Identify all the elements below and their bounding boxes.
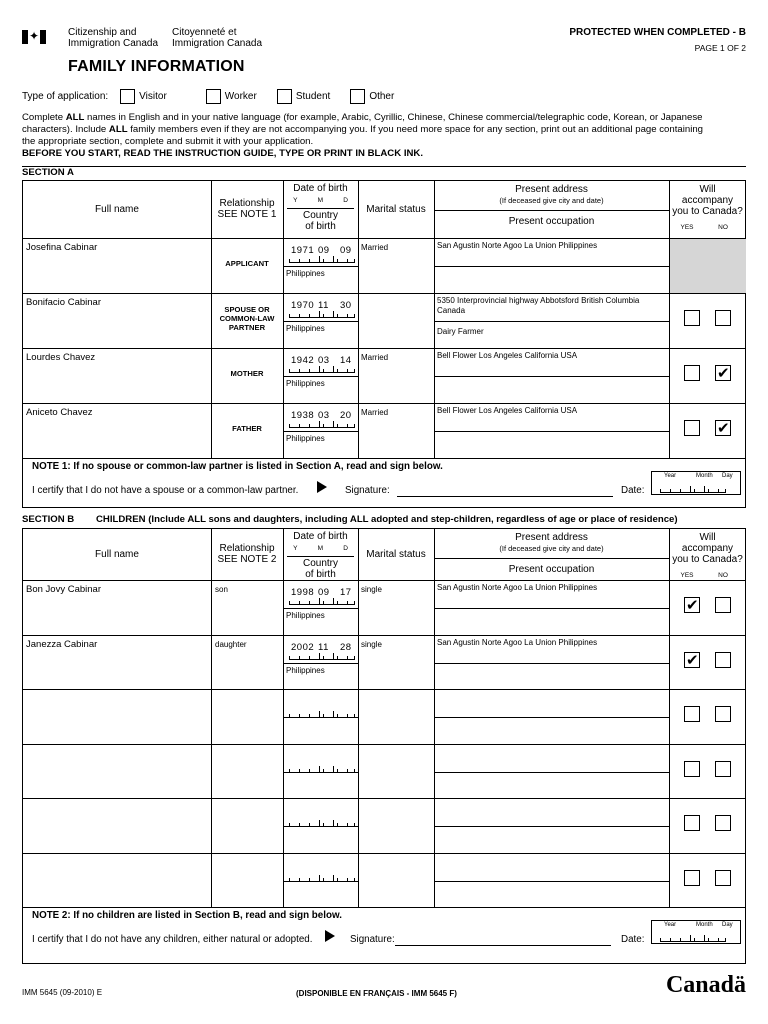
section_a-certify-text: I certify that I do not have a spouse or a common-law partner. [32,485,299,496]
column-divider [211,181,212,458]
other-label: Other [369,91,395,102]
section_a-header-country: Country [302,210,338,221]
section_a-header-full-name: Full name [95,203,139,215]
protected-label: PROTECTED WHEN COMPLETED - B [569,27,746,38]
section_b-row-yes-checkbox[interactable] [684,706,700,722]
date-baseline [660,941,726,942]
section_a-header-yes: YES [680,224,694,231]
ymd-label: Y [293,545,298,552]
addr-divider [434,608,669,609]
section_a-header-dob-divider [287,208,354,209]
section_b-header-occupation: Present occupation [508,564,595,575]
section_a-row-country[interactable]: Philippines [286,379,325,388]
worker-checkbox[interactable] [206,89,221,104]
section_b-row-name[interactable]: Janezza Cabinar [26,638,98,650]
section_b-header-to-canada: you to Canada? [672,554,743,565]
addr-divider [434,717,669,718]
section_a-row-year[interactable]: 1971 [291,245,315,256]
section_b-row-address[interactable]: San Agustin Norte Agoo La Union Philippines [437,583,598,592]
section_b-row-no-checkbox[interactable] [715,706,731,722]
section_b-row-yes-checkbox[interactable] [684,597,700,613]
section_a-row-address[interactable]: San Agustin Norte Agoo La Union Philippines [437,241,598,250]
section_a-row-no-checkbox[interactable] [715,420,731,436]
section_b-row-month[interactable]: 11 [318,641,329,653]
section_b-row-relationship[interactable]: son [215,585,228,594]
section_b-header-yes: YES [680,572,694,579]
section_a-signature-label: Signature: [345,485,390,496]
section_a-row-name[interactable]: Josefina Cabinar [26,242,98,253]
section_a-header-relationship: Relationship [219,197,275,209]
section_a-row-day[interactable]: 30 [340,300,352,311]
section_a-row-year[interactable]: 1942 [291,355,315,366]
addr-divider [434,663,669,664]
section_a-row-relationship: SPOUSE OR COMMON-LAW PARTNER [219,305,275,332]
section_a-header-marital: Marital status [366,203,426,215]
section_a-row-relationship: MOTHER [230,369,264,378]
section_a-row-month[interactable]: 03 [318,410,330,421]
section_a-row-occupation[interactable]: Dairy Farmer [437,327,484,336]
section_a-header-country-2: of birth [305,221,336,232]
section_a-sign-date-ticks [660,486,726,493]
section_a-note-divider [23,458,746,459]
form-id: IMM 5645 (09-2010) E [22,988,103,997]
section_b-date-label-2: Day [722,922,733,928]
section_b-header-deceased: (If deceased give city and date) [499,544,604,553]
row-divider [23,403,746,404]
row-divider [23,580,746,581]
section_a-signature-line[interactable] [397,496,613,497]
section_a-header-address: Present address [515,184,588,195]
dob-divider [283,431,358,432]
date-baseline [289,317,355,318]
section_b-header-addr-divider [434,558,669,559]
row-divider [23,293,746,294]
french-availability: (DISPONIBLE EN FRANÇAIS - IMM 5645 F) [296,989,457,998]
page-title: FAMILY INFORMATION [68,58,245,75]
agency-name-en [68,27,158,49]
section_b-header-see-note: SEE NOTE 2 [217,553,277,565]
section_a-header-see-note: SEE NOTE 1 [217,208,277,220]
section_b-row-day[interactable]: 28 [340,641,352,653]
date-baseline [289,372,355,373]
ymd-label: Y [293,197,298,204]
row-divider [23,238,746,239]
section_b-sign-date-ticks [660,935,726,942]
column-divider [669,529,670,907]
section_b-note-title: NOTE 2: If no children are listed in Section B, read and sign below. [32,910,342,921]
column-divider [358,529,359,907]
section_a-row-month[interactable]: 11 [318,300,329,311]
dob-divider [283,881,358,882]
section_b-header-ymd [283,545,358,552]
section-a-rule [22,166,746,167]
date-baseline [660,492,726,493]
dob-divider [283,266,358,267]
section_b-row-yes-checkbox[interactable] [684,870,700,886]
worker-label: Worker [224,91,257,102]
section_b-row-no-checkbox[interactable] [715,761,731,777]
section_b-row-year[interactable]: 2002 [291,641,315,653]
section-a-label: SECTION A [22,167,74,178]
section_b-row-date-ticks [289,653,355,660]
section_a-row-yes-checkbox[interactable] [684,365,700,381]
section_a-row-date-ticks [289,366,355,373]
row-divider [23,744,746,745]
section_a-row-address[interactable]: Bell Flower Los Angeles California USA [437,406,578,415]
section_b-row-no-checkbox[interactable] [715,870,731,886]
agency-fr-line2: Immigration Canada [172,38,263,49]
section_b-header-dob: Date of birth [293,531,348,542]
section_a-date-label-0: Year [664,473,677,479]
section_b-arrow-icon [325,930,335,942]
dob-divider [283,717,358,718]
application-type-label: Type of application: [22,91,109,102]
instr-l3: the appropriate section, complete and submit it with your application. [22,136,314,147]
section_b-row-year[interactable]: 1998 [291,587,315,598]
row-divider [23,348,746,349]
section_a-row-name[interactable]: Bonifacio Cabinar [26,297,101,308]
section_a-row-country[interactable]: Philippines [286,324,325,333]
section_a-row-month[interactable]: 09 [318,245,330,256]
student-label: Student [295,91,331,102]
section_a-header-accompany: accompany [681,195,734,206]
before-you-start: BEFORE YOU START, READ THE INSTRUCTION GUIDE, TYPE OR PRINT IN BLACK INK. [22,148,424,159]
section_a-row-country[interactable]: Philippines [286,269,325,278]
section_b-row-no-checkbox[interactable] [715,652,731,668]
instructions [22,112,750,160]
row-divider [23,689,746,690]
section_a-row-marital[interactable]: Married [361,243,389,252]
section_b-header-country-2: of birth [305,569,336,580]
student-checkbox[interactable] [277,89,292,104]
addr-divider [434,376,669,377]
agency-en-line1: Citizenship and [68,27,137,38]
section_b-header-full-name: Full name [95,548,139,560]
instr-l1-bold: ALL [65,112,85,123]
agency-fr-line1: Citoyenneté et [172,27,237,38]
ymd-label: M [317,197,324,204]
ymd-label: D [343,545,348,552]
row-divider [23,798,746,799]
column-divider [283,529,284,907]
section_b-header-address: Present address [515,532,588,543]
dob-divider [283,376,358,377]
section_a-header-deceased: (If deceased give city and date) [499,196,604,205]
dob-divider [283,608,358,609]
section-a-table [22,180,746,508]
section_b-note-divider [23,907,746,908]
section_a-row-no-checkbox[interactable] [715,310,731,326]
section_a-row-date-ticks [289,421,355,428]
section_b-header-no: NO [718,572,728,579]
section_b-row-relationship[interactable]: daughter [215,639,247,649]
date-baseline [289,262,355,263]
section_a-row-yes-checkbox[interactable] [684,420,700,436]
dob-divider [283,321,358,322]
instr-l1-pre: Complete [22,112,66,123]
section_b-row-country[interactable]: Philippines [286,665,325,675]
section_a-date-label-1: Month [696,473,713,479]
addr-divider [434,772,669,773]
section_b-row-yes-checkbox[interactable] [684,761,700,777]
section_a-header-occupation: Present occupation [508,216,595,227]
section-b-table [22,528,746,964]
instr-l2-post: family members even if they are not accompanying you. If you need more space for any section, print out an additional page containing [127,124,704,135]
other-checkbox[interactable] [350,89,365,104]
section_b-row-no-checkbox[interactable] [715,597,731,613]
date-baseline [289,427,355,428]
section_a-row-date-ticks [289,311,355,318]
section_a-row-month[interactable]: 03 [318,355,330,366]
section_a-row-name[interactable]: Lourdes Chavez [26,352,96,363]
section_a-date-label: Date: [621,485,645,496]
column-divider [434,529,435,907]
section_a-row-day[interactable]: 14 [340,355,352,366]
section-b-title: CHILDREN (Include ALL sons and daughters, including ALL adopted and step-children, regardless of age or place of residence) [96,514,678,525]
section_a-header-dob: Date of birth [293,183,348,194]
section_b-row-yes-checkbox[interactable] [684,652,700,668]
application-type-row [22,89,394,104]
section_a-row-relationship: FATHER [232,424,262,433]
section_a-row-yes-checkbox[interactable] [684,310,700,326]
section_a-row-marital[interactable]: Married [361,408,389,417]
ymd-label: M [317,545,324,552]
section_a-row-address[interactable]: Bell Flower Los Angeles California USA [437,351,578,360]
section_a-header-to-canada: you to Canada? [672,206,743,217]
section-b-label: SECTION B [22,514,75,525]
section_b-row-name[interactable]: Bon Jovy Cabinar [26,584,101,595]
section_b-signature-label: Signature: [350,934,395,945]
section_b-header-country: Country [302,558,338,569]
section_b-row-no-checkbox[interactable] [715,815,731,831]
section_a-row-date-ticks [289,256,355,263]
addr-divider [434,431,669,432]
addr-divider [434,826,669,827]
section_b-date-label-1: Month [696,922,713,928]
dob-divider [283,826,358,827]
section_b-row-address[interactable]: San Agustin Norte Agoo La Union Philippines [437,637,598,647]
addr-divider [434,881,669,882]
section_a-row-marital[interactable]: Married [361,353,389,362]
section_b-date-label-0: Year [664,922,677,928]
section_a-header-addr-divider [434,210,669,211]
section_a-header-no: NO [718,224,728,231]
section_a-row-year[interactable]: 1970 [291,300,315,311]
section_b-row-marital[interactable]: single [361,639,382,649]
section_b-signature-line[interactable] [395,945,611,946]
section_a-row-day[interactable]: 09 [340,245,352,256]
row-divider [23,635,746,636]
visitor-label: Visitor [139,91,167,102]
section_b-header-accompany: accompany [681,543,734,554]
section_b-date-label: Date: [621,934,645,945]
visitor-checkbox[interactable] [120,89,135,104]
section_b-row-country[interactable]: Philippines [286,611,325,620]
dob-divider [283,663,358,664]
section_a-row-day[interactable]: 20 [340,410,352,421]
section_b-row-marital[interactable]: single [361,585,382,594]
page-number: PAGE 1 OF 2 [694,43,746,53]
section_a-date-label-2: Day [722,473,733,479]
ymd-label: D [343,197,348,204]
section_b-row-date-ticks [289,598,355,605]
addr-divider [434,266,669,267]
section_b-row-yes-checkbox[interactable] [684,815,700,831]
instr-l2-pre: characters). Include [22,124,109,135]
row-divider [23,853,746,854]
date-baseline [289,659,355,660]
section_a-header-will: Will [699,184,716,195]
canada-flag-icon: ✦ [22,30,46,44]
section_a-row-year[interactable]: 1938 [291,410,315,421]
date-baseline [289,604,355,605]
section_a-row-address[interactable]: 5350 Interprovincial highway Abbotsford British Columbia Canada [437,296,640,315]
canada-wordmark: Canadä [665,972,746,998]
section_a-note-title: NOTE 1: If no spouse or common-law partner is listed in Section A, read and sign below. [32,461,443,472]
section_a-arrow-icon [317,481,327,493]
column-divider [358,181,359,458]
shaded-accompany-cell [670,239,746,293]
section_a-row-no-checkbox[interactable] [715,365,731,381]
section_a-header-ymd [283,197,358,204]
section_b-header-relationship: Relationship [219,542,275,554]
agency-name-fr [172,27,262,49]
section_a-row-relationship: APPLICANT [225,259,269,268]
section_b-header-marital: Marital status [366,548,426,560]
instr-l2-bold: ALL [108,124,128,135]
addr-divider [434,321,669,322]
column-divider [211,529,212,907]
section_b-certify-text: I certify that I do not have any children, either natural or adopted. [32,934,313,945]
column-divider [669,181,670,458]
agency-en-line2: Immigration Canada [68,38,159,49]
instr-l1-post: names in English and in your native language (for example, Arabic, Cyrillic, Chinese, Chinese commercial/telegraphic code, Korean, or Japanese [84,112,703,123]
section_b-row-day[interactable]: 17 [340,587,352,598]
section_a-row-country[interactable]: Philippines [286,434,325,443]
dob-divider [283,772,358,773]
section_b-row-month[interactable]: 09 [318,587,330,598]
section_b-header-will: Will [699,532,716,543]
section_a-row-name[interactable]: Aniceto Chavez [26,407,93,418]
section_b-header-dob-divider [287,556,354,557]
